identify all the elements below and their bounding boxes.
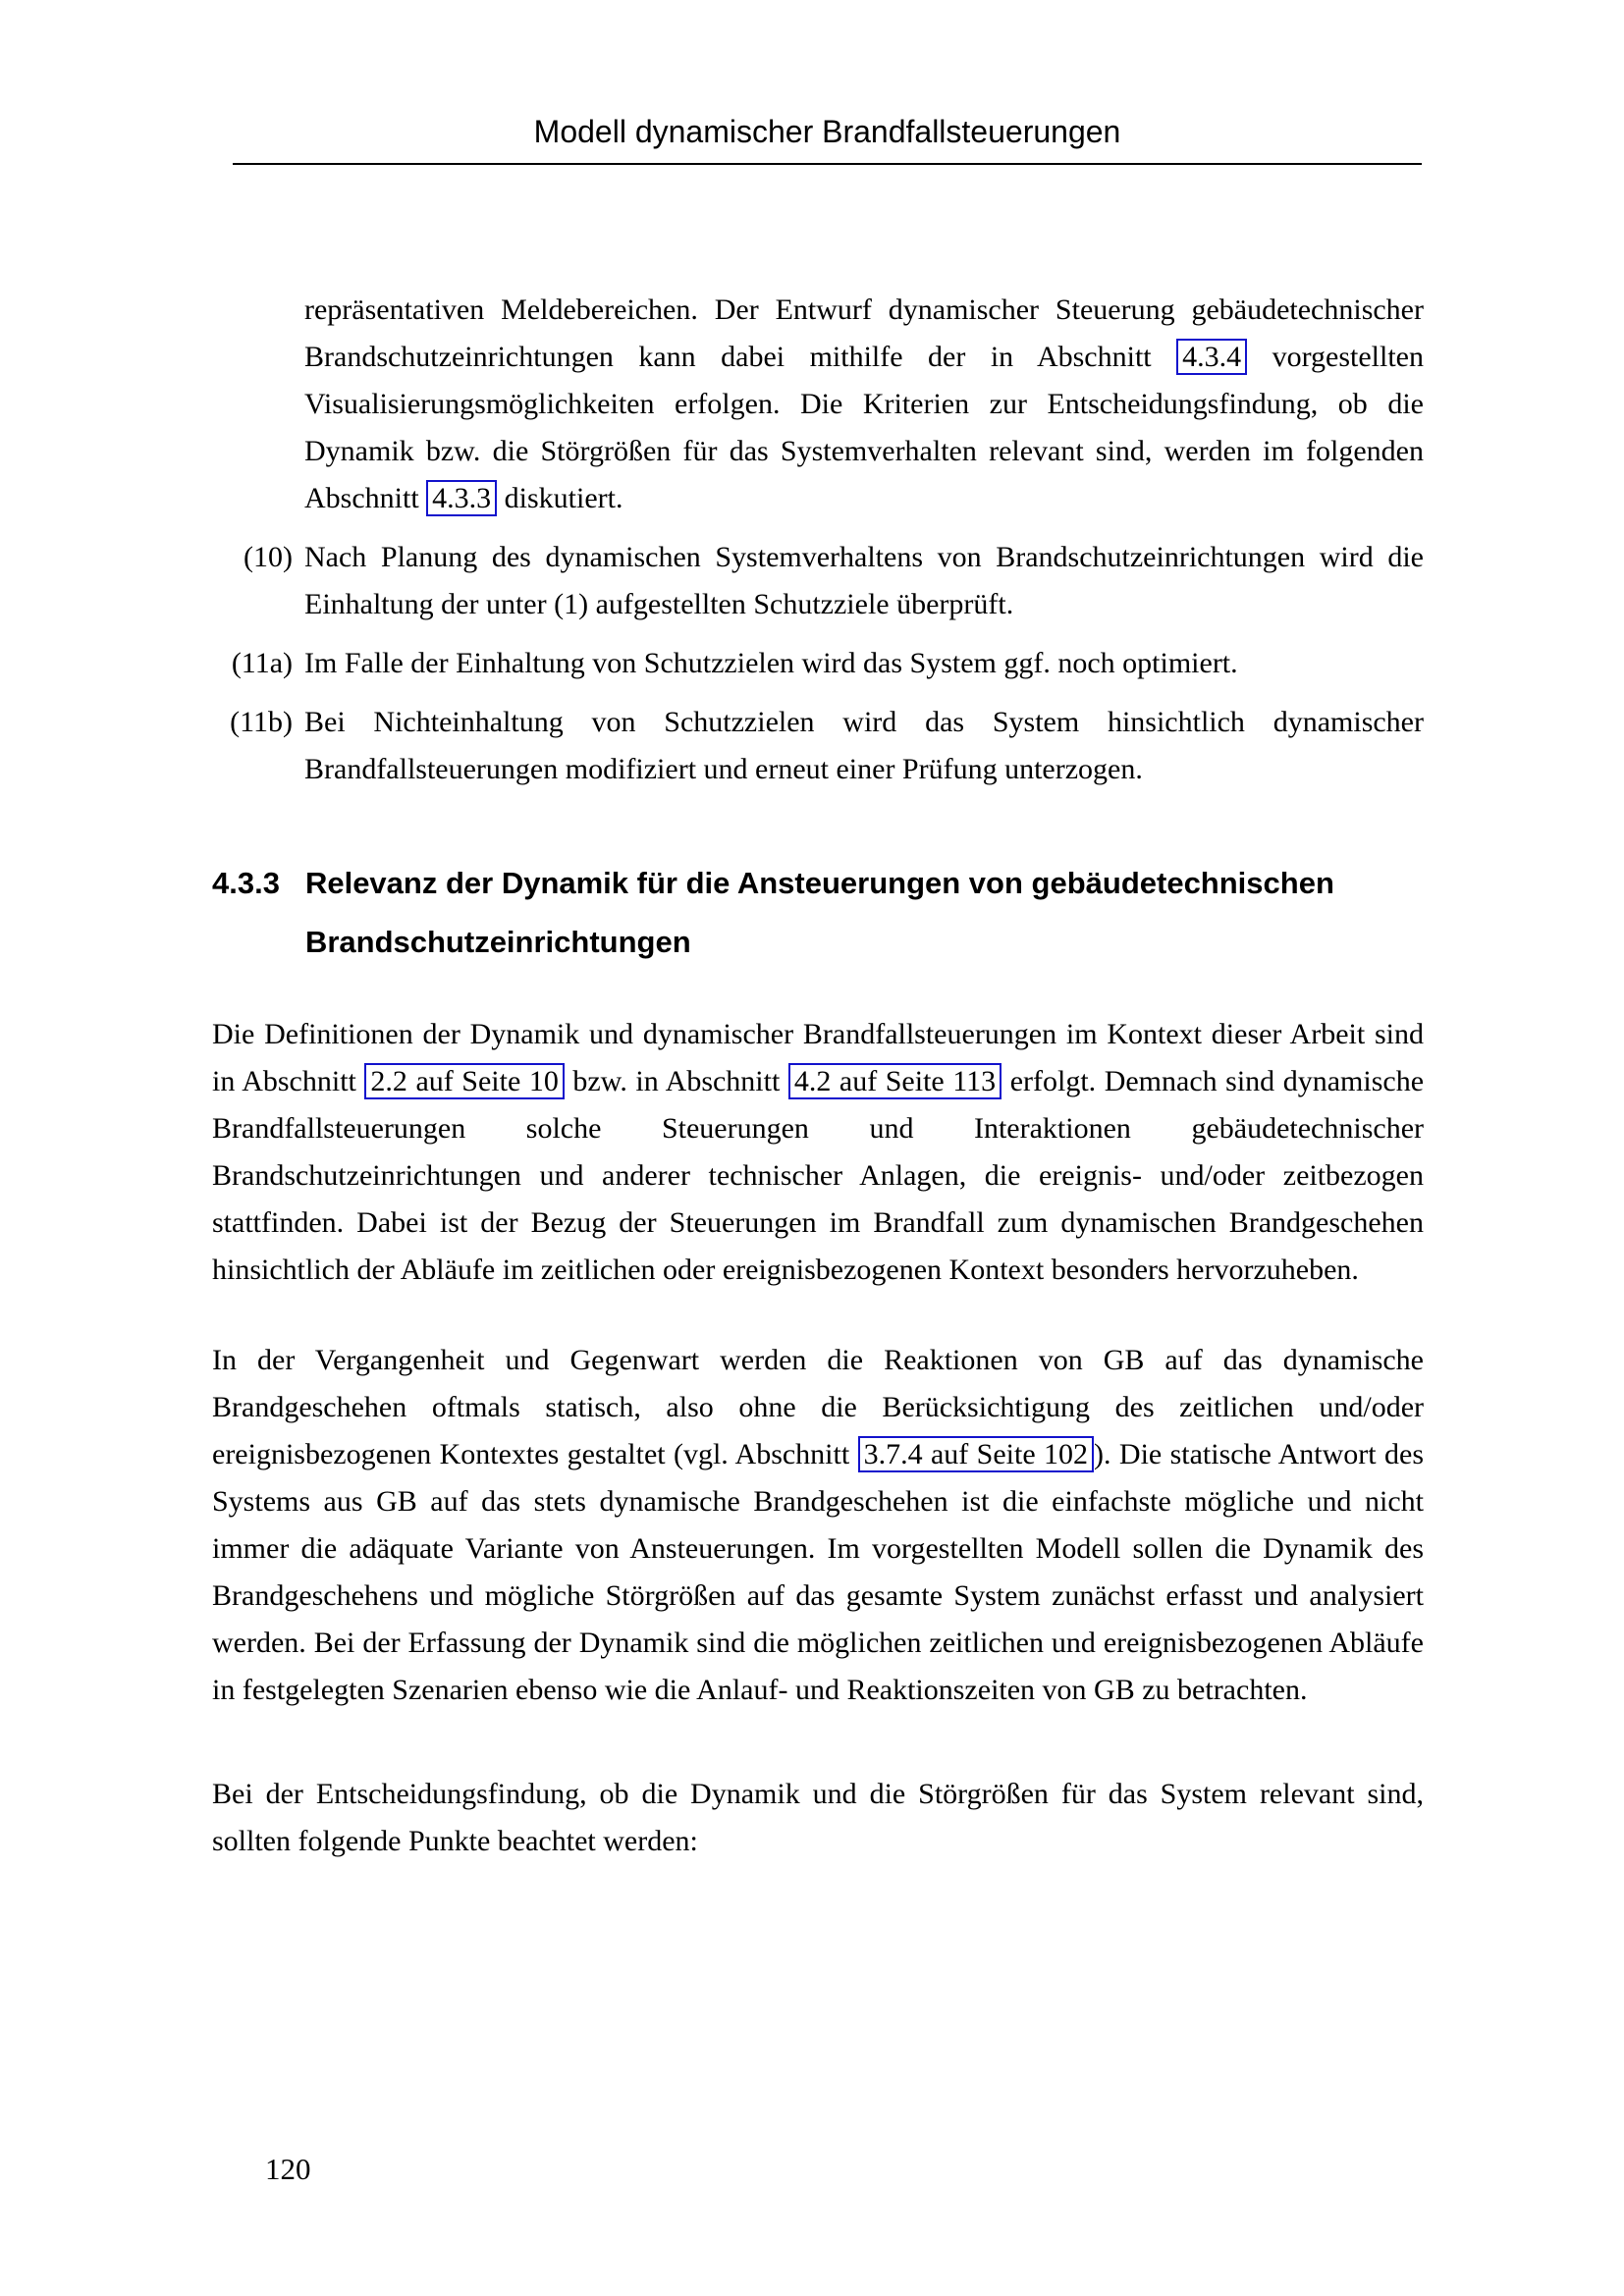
definitions-text-2: bzw. in Abschnitt [564,1065,788,1097]
list-item-11b [212,699,1424,793]
intro-text-1: repräsentativen Meldebereichen. Der Entwurf dynamischer Steuerung gebäudetechnischer Brandschutzeinrichtungen kann dabei mithilfe der in Abschnitt [304,294,1424,373]
running-header-title: Modell dynamischer Brandfallsteuerungen [533,114,1121,149]
decision-text: Bei der Entscheidungsfindung, ob die Dynamik und die Störgrößen für das System relevant sind, sollten folgende Punkte beachtet werden: [212,1778,1424,1857]
section-heading-text: Relevanz der Dynamik für die Ansteuerungen von gebäudetechnischen Brandschutzeinrichtungen [304,866,1334,959]
past-text-1: In der Vergangenheit und Gegenwart werden die Reaktionen von GB auf das dynamische Brandgeschehen oftmals statisch, also ohne die Berücksichtigung des zeitlichen und/oder ereignisbezogenen Kontextes gestaltet (vgl. Abschnitt [212,1344,1424,1470]
link-abschnitt-3-7-4-seite-102[interactable]: 3.7.4 auf Seite 102 [858,1436,1094,1472]
section-heading [212,854,1424,972]
list-item-10-text: Nach Planung des dynamischen Systemverhaltens von Brandschutzeinrichtungen wird die Einhaltung der unter (1) aufgestellten Schutzziele überprüft. [304,541,1424,620]
section-heading-number: 4.3.3 [212,866,280,900]
list-item-11a-text: Im Falle der Einhaltung von Schutzzielen wird das System ggf. noch optimiert. [304,647,1238,679]
page-number: 120 [265,2152,311,2186]
header-rule [233,163,1422,165]
intro-text-3: diskutiert. [497,482,623,514]
past-text-2: ). Die statische Antwort des Systems aus GB auf das stets dynamische Brandgeschehen ist die einfachste mögliche und nicht immer die adäquate Variante von Ansteuerungen. Im vorgestellten Modell sollen die Dynamik des Brandgeschehens und mögliche Störgrößen auf das gesamte System zunächst erfasst und analysiert werden. Bei der Erfassung der Dynamik sind die möglichen zeitlichen und ereignisbezogenen Abläufe in festgelegten Szenarien ebenso wie die Anlauf- und Reaktionszeiten von GB zu betrachten. [212,1438,1424,1706]
list-item-10-label: (10) [244,541,293,573]
link-abschnitt-4-3-4[interactable]: 4.3.4 [1176,339,1247,375]
intro-text-2: vorgestellten Visualisierungsmöglichkeiten erfolgen. Die Kriterien zur Entscheidungsfindung, ob die Dynamik bzw. die Störgrößen für das Systemverhalten relevant sind, werden im folgenden Abschnitt [304,341,1424,514]
link-abschnitt-2-2-seite-10[interactable]: 2.2 auf Seite 10 [364,1063,564,1099]
definitions-text-3: erfolgt. Demnach sind dynamische Brandfallsteuerungen solche Steuerungen und Interaktionen gebäudetechnischer Brandschutzeinrichtungen und anderer technischer Anlagen, die ereignis- und/oder zeitbezogen stattfinden. Dabei ist der Bezug der Steuerungen im Brandfall zum dynamischen Brandgeschehen hinsichtlich der Abläufe im zeitlichen oder ereignisbezogenen Kontext besonders hervorzuheben. [212,1065,1425,1286]
list-item-11a [212,640,1424,687]
intro-paragraph [304,287,1424,522]
list-item-10 [212,534,1424,628]
past-present-paragraph [212,1337,1424,1714]
link-abschnitt-4-3-3[interactable]: 4.3.3 [426,480,497,516]
decision-paragraph [212,1771,1424,1865]
definitions-text-1: Die Definitionen der Dynamik und dynamischer Brandfallsteuerungen im Kontext dieser Arbeit sind in Abschnitt [212,1018,1424,1097]
link-abschnitt-4-2-seite-113[interactable]: 4.2 auf Seite 113 [788,1063,1001,1099]
page-content [212,287,1424,1865]
definitions-paragraph [212,1011,1424,1294]
list-item-11b-text: Bei Nichteinhaltung von Schutzzielen wird das System hinsichtlich dynamischer Brandfallsteuerungen modifiziert und erneut einer Prüfung unterzogen. [304,706,1424,785]
list-item-11b-label: (11b) [230,706,293,738]
list-item-11a-label: (11a) [231,647,293,679]
